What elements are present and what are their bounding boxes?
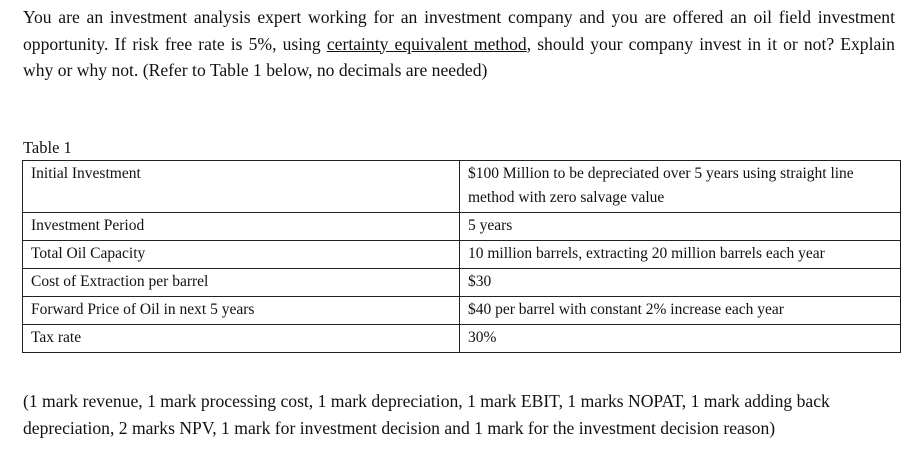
- table-row: [23, 161, 901, 213]
- row-value: $40 per barrel with constant 2% increase each year: [460, 297, 901, 325]
- row-value: $100 Million to be depreciated over 5 years using straight line method with zero salvage value: [460, 161, 901, 213]
- table-row: [23, 269, 901, 297]
- row-value: 5 years: [460, 213, 901, 241]
- row-label: Tax rate: [23, 325, 460, 353]
- row-label: Cost of Extraction per barrel: [23, 269, 460, 297]
- table-caption: Table 1: [23, 138, 72, 157]
- investment-table: [22, 160, 901, 353]
- marks-breakdown: (1 mark revenue, 1 mark processing cost, 1 mark depreciation, 1 mark EBIT, 1 marks NOPAT, 1 mark adding back depreciation, 2 marks NPV, 1 mark for investment decision and 1 mark for the investment decision reason): [23, 391, 830, 438]
- question-rest: , should your company invest in it or not? Explain why or why not. (Refer to Table 1 below, no decimals are needed): [23, 33, 895, 80]
- row-label: Investment Period: [23, 213, 460, 241]
- question-intro: You are an investment analysis expert working for an investment company and you are offered an oil field investment opportunity. If risk free rate is 5%, using: [23, 7, 895, 54]
- table-row: [23, 325, 901, 353]
- row-label: Total Oil Capacity: [23, 241, 460, 269]
- table-row: [23, 213, 901, 241]
- table-row: [23, 297, 901, 325]
- row-value: 30%: [460, 325, 901, 353]
- row-value: 10 million barrels, extracting 20 million barrels each year: [460, 241, 901, 269]
- table-row: [23, 241, 901, 269]
- row-label: Forward Price of Oil in next 5 years: [23, 297, 460, 325]
- row-label: Initial Investment: [23, 161, 460, 213]
- question-text: [23, 4, 895, 84]
- row-value: $30: [460, 269, 901, 297]
- method-underlined: certainty equivalent method: [326, 33, 527, 54]
